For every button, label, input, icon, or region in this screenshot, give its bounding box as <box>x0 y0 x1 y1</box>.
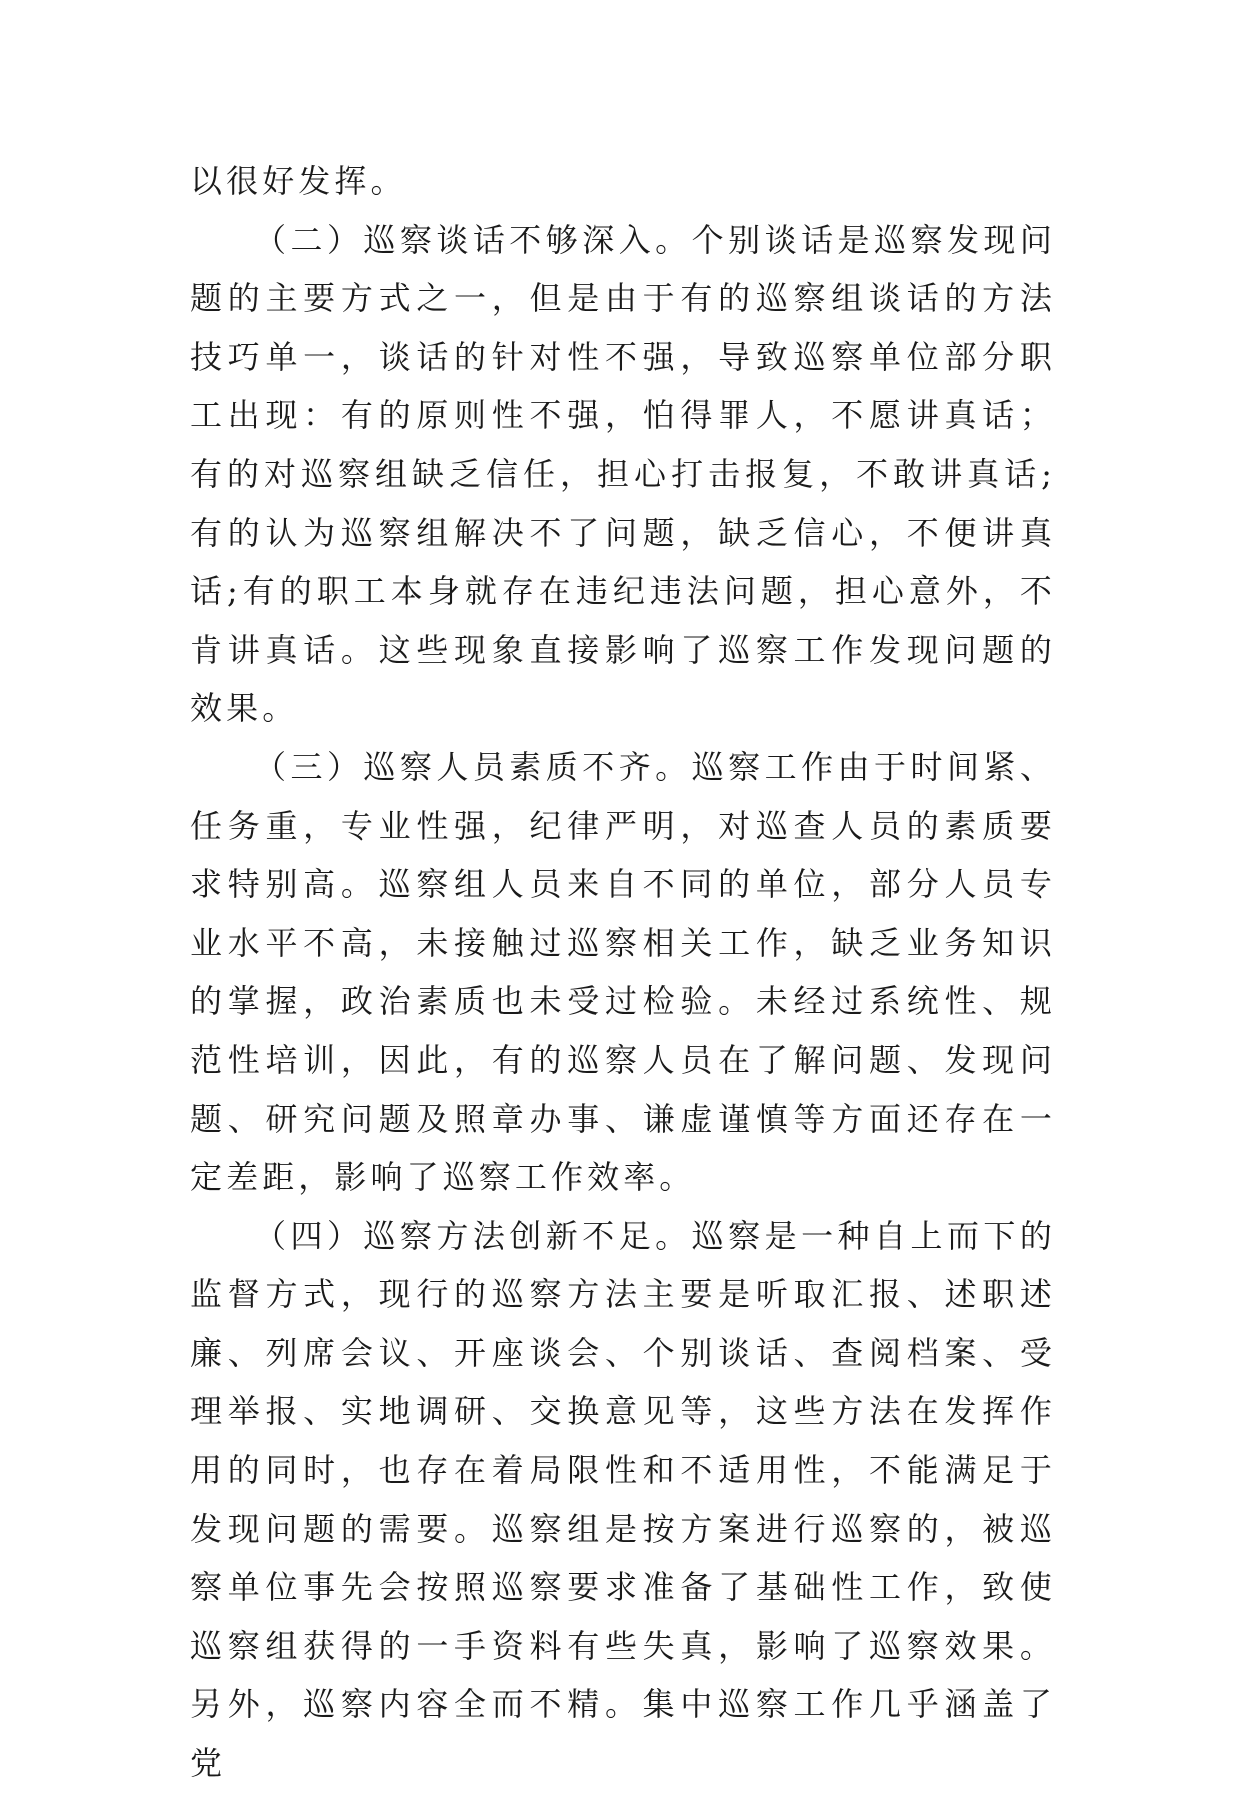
document-body <box>190 152 1056 1793</box>
paragraph-section-2: （二）巡察谈话不够深入。个别谈话是巡察发现问题的主要方式之一，但是由于有的巡察组谈话的方法技巧单一，谈话的针对性不强，导致巡察单位部分职工出现：有的原则性不强，怕得罪人，不愿讲真话；有的对巡察组缺乏信任，担心打击报复，不敢讲真话;有的认为巡察组解决不了问题，缺乏信心，不便讲真话;有的职工本身就存在违纪违法问题，担心意外，不肯讲真话。这些现象直接影响了巡察工作发现问题的效果。 <box>190 220 1056 728</box>
paragraph-continuation: 以很好发挥。 <box>190 162 407 200</box>
paragraph-section-4: （四）巡察方法创新不足。巡察是一种自上而下的监督方式，现行的巡察方法主要是听取汇报、述职述廉、列席会议、开座谈会、个别谈话、查阅档案、受理举报、实地调研、交换意见等，这些方法在发挥作用的同时，也存在着局限性和不适用性，不能满足于发现问题的需要。巡察组是按方案进行巡察的，被巡察单位事先会按照巡察要求准备了基础性工作，致使巡察组获得的一手资料有些失真，影响了巡察效果。另外，巡察内容全而不精。集中巡察工作几乎涵盖了党 <box>190 1216 1056 1783</box>
paragraph-section-3: （三）巡察人员素质不齐。巡察工作由于时间紧、任务重，专业性强，纪律严明，对巡查人员的素质要求特别高。巡察组人员来自不同的单位，部分人员专业水平不高，未接触过巡察相关工作，缺乏业务知识的掌握，政治素质也未受过检验。未经过系统性、规范性培训，因此，有的巡察人员在了解问题、发现问题、研究问题及照章办事、谦虚谨慎等方面还存在一定差距，影响了巡察工作效率。 <box>190 747 1056 1197</box>
